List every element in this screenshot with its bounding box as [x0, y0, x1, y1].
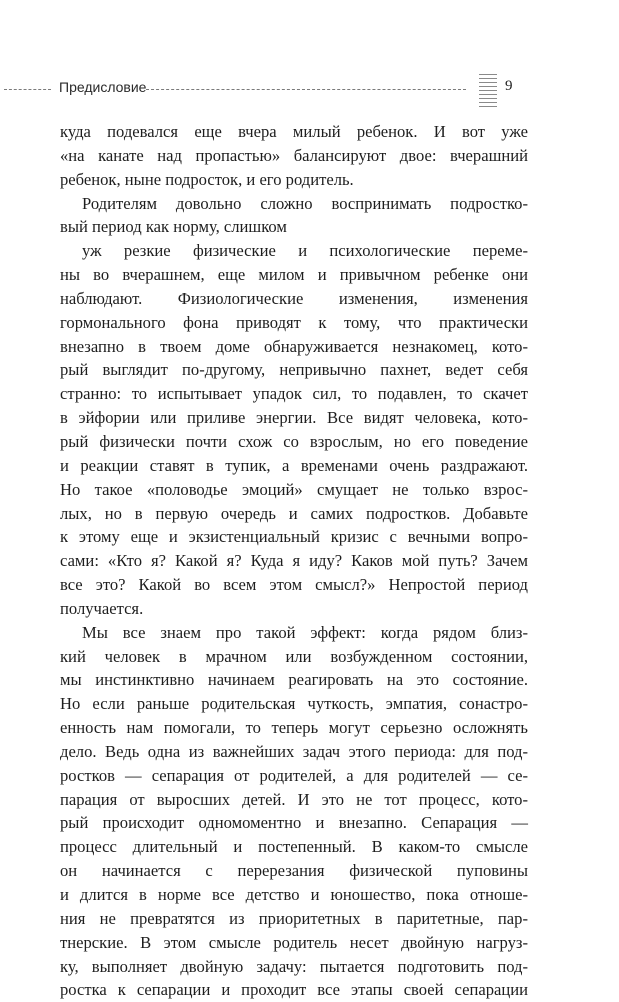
text-line: внезапно в твоем доме обнаруживается незнакомец, кото- — [60, 336, 528, 356]
text-line: и реакции ставят в тупик, а временами очень раздражают. — [60, 455, 528, 475]
paragraph-3 — [60, 239, 528, 621]
text-line: мы инстинктивно начинаем реагировать на это состояние. — [60, 670, 528, 690]
text-line: ния не превратятся из приоритетных в паритетные, пар- — [60, 908, 528, 928]
text-line: он начинается с перерезания физической пуповины — [60, 861, 528, 881]
text-line: тнерские. В этом смысле родитель несет двойную нагруз- — [60, 932, 528, 952]
text-line: ны во вчерашнем, еще милом и привычном ребенке они — [60, 265, 528, 285]
page-stack-ornament — [479, 74, 497, 108]
text-line: все это? Какой во всем этом смысл?» Непростой период — [60, 575, 528, 595]
text-line: процесс длительный и постепенный. В каком-то смысле — [60, 837, 528, 857]
body-text — [60, 120, 528, 1002]
text-line: Но такое «половодье эмоций» смущает не только взрос- — [60, 479, 528, 499]
text-line: к этому еще и экзистенциальный кризис с вечными вопро- — [60, 527, 528, 547]
text-line: и длится в норме все детство и юношество, пока отноше- — [60, 885, 528, 904]
text-line: ку, выполняет двойную задачу: пытается подготовить под- — [60, 956, 528, 976]
text-line: Родителям довольно сложно воспринимать подростко- — [82, 193, 528, 213]
paragraph-2 — [60, 192, 528, 240]
text-line: получается. — [60, 598, 144, 618]
text-line: лых, но в первую очередь и самих подростков. Добавьте — [60, 503, 528, 523]
text-line: ребенок, ныне подросток, и его родитель. — [60, 169, 354, 189]
text-line: енность нам помогали, то теперь могут серьезно осложнять — [60, 718, 528, 738]
text-line: гормонального фона приводят к тому, что практически — [60, 312, 528, 332]
chapter-title: Предисловие — [59, 79, 147, 95]
text-line: в эйфории или приливе энергии. Все видят человека, кото- — [60, 408, 528, 428]
header-rule-right — [146, 89, 466, 90]
page-number: 9 — [505, 78, 513, 94]
text-line: сами: «Кто я? Какой я? Куда я иду? Каков мой путь? Зачем — [60, 551, 528, 571]
text-line: кий человек в мрачном или возбужденном состоянии, — [60, 646, 528, 666]
text-line: уж резкие физические и психологические переме- — [82, 241, 528, 261]
text-line: «на канате над пропастью» балансируют двое: вчерашний — [60, 145, 528, 165]
text-line: рый физически почти схож со взрослым, но его поведение — [60, 431, 528, 451]
paragraph-1 — [60, 120, 528, 192]
text-line: дело. Ведь одна из важнейших задач этого периода: для под- — [60, 741, 528, 761]
text-line: вый период как норму, слишком — [60, 217, 287, 237]
header-rule-left — [4, 89, 51, 90]
running-header — [0, 74, 619, 104]
text-line: рый выглядит по-другому, непривычно пахнет, ведет себя — [60, 360, 528, 380]
text-line: куда подевался еще вчера милый ребенок. И вот уже — [60, 122, 528, 141]
paragraph-4 — [60, 621, 528, 1002]
text-line: Мы все знаем про такой эффект: когда рядом близ- — [82, 622, 528, 642]
text-line: странно: то испытывает упадок сил, то подавлен, то скачет — [60, 384, 528, 404]
text-line: ростков — сепарация от родителей, а для родителей — се- — [60, 765, 528, 785]
text-line: рый происходит одномоментно и внезапно. Сепарация — — [60, 813, 528, 833]
text-line: парация от выросших детей. И это не тот процесс, кото- — [60, 789, 528, 809]
text-line: ростка к сепарации и проходит все этапы своей сепарации — [60, 980, 528, 1000]
text-line: Но если раньше родительская чуткость, эмпатия, сонастро- — [60, 694, 528, 714]
text-line: наблюдают. Физиологические изменения, изменения — [60, 288, 528, 308]
